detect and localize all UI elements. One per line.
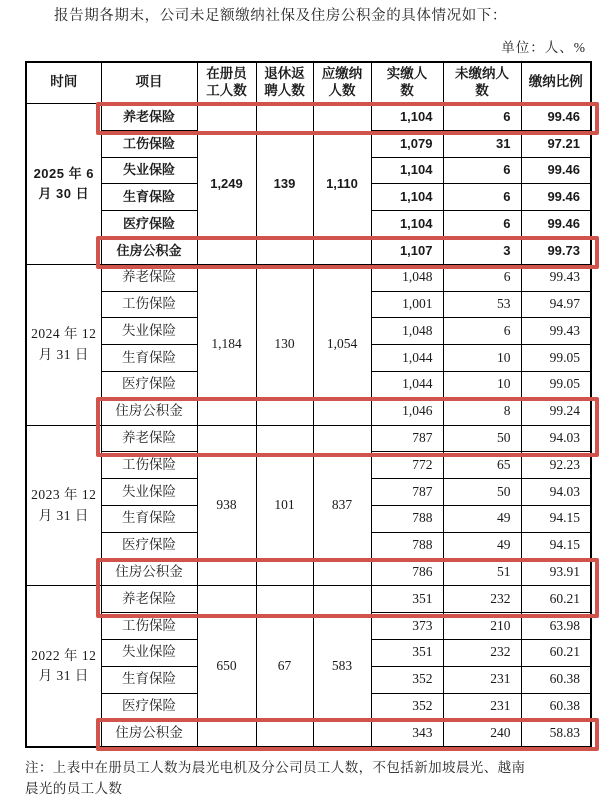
ratio-cell: 99.05	[521, 372, 591, 399]
unpaid-cell: 50	[443, 479, 521, 506]
ratio-cell: 63.98	[521, 613, 591, 640]
period-cell: 2022 年 12 月 31 日	[26, 586, 101, 747]
paid-cell: 373	[371, 613, 443, 640]
ratio-cell: 99.43	[521, 264, 591, 291]
period-cell: 2024 年 12 月 31 日	[26, 264, 101, 425]
paid-cell: 788	[371, 506, 443, 533]
paid-cell: 1,046	[371, 398, 443, 425]
col-header-retired-rehired: 退休返 聘人数	[256, 62, 313, 104]
paid-cell: 787	[371, 479, 443, 506]
ratio-cell: 99.24	[521, 398, 591, 425]
unpaid-cell: 49	[443, 506, 521, 533]
unpaid-cell: 65	[443, 452, 521, 479]
paid-cell: 1,104	[371, 157, 443, 184]
item-cell: 住房公积金	[101, 559, 197, 586]
item-cell: 医疗保险	[101, 211, 197, 238]
document-page	[0, 7, 610, 796]
paid-cell: 352	[371, 666, 443, 693]
unpaid-cell: 6	[443, 211, 521, 238]
col-header-ratio: 缴纳比例	[521, 62, 591, 104]
unpaid-cell: 51	[443, 559, 521, 586]
retired-cell: 67	[256, 586, 313, 747]
due-cell: 837	[313, 425, 371, 586]
paid-cell: 1,044	[371, 372, 443, 399]
registered-cell: 938	[197, 425, 256, 586]
retired-cell: 130	[256, 264, 313, 425]
item-cell: 住房公积金	[101, 720, 197, 747]
unpaid-cell: 6	[443, 318, 521, 345]
intro-text: 报告期各期末，公司未足额缴纳社保及住房公积金的具体情况如下：	[54, 8, 507, 24]
unpaid-cell: 6	[443, 184, 521, 211]
period-cell: 2023 年 12 月 31 日	[26, 425, 101, 586]
ratio-cell: 94.03	[521, 479, 591, 506]
ratio-cell: 99.05	[521, 345, 591, 372]
ratio-cell: 60.21	[521, 586, 591, 613]
item-cell: 生育保险	[101, 506, 197, 533]
footnote: 注：上表中在册员工人数为晨光电机及分公司员工人数，不包括新加坡晨光、越南晨光的员工人数	[25, 759, 526, 796]
paid-cell: 1,048	[371, 318, 443, 345]
col-header-due: 应缴纳 人数	[313, 62, 371, 104]
unpaid-cell: 231	[443, 666, 521, 693]
paid-cell: 1,107	[371, 238, 443, 265]
period-group-2023	[26, 425, 591, 586]
paid-cell: 351	[371, 640, 443, 667]
unpaid-cell: 210	[443, 613, 521, 640]
table-wrapper	[25, 61, 590, 748]
paid-cell: 1,104	[371, 104, 443, 131]
period-group-2024	[26, 264, 591, 425]
paid-cell: 1,079	[371, 130, 443, 157]
ratio-cell: 93.91	[521, 559, 591, 586]
item-cell: 生育保险	[101, 666, 197, 693]
item-cell: 失业保险	[101, 640, 197, 667]
item-cell: 养老保险	[101, 425, 197, 452]
col-header-item: 项目	[101, 62, 197, 104]
paid-cell: 1,104	[371, 211, 443, 238]
unpaid-cell: 232	[443, 640, 521, 667]
item-cell: 养老保险	[101, 104, 197, 131]
item-cell: 医疗保险	[101, 532, 197, 559]
paid-cell: 786	[371, 559, 443, 586]
table-row	[26, 425, 591, 452]
paid-cell: 1,104	[371, 184, 443, 211]
paid-cell: 772	[371, 452, 443, 479]
period-cell: 2025 年 6 月 30 日	[26, 104, 101, 265]
paid-cell: 1,001	[371, 291, 443, 318]
unpaid-cell: 10	[443, 345, 521, 372]
item-cell: 住房公积金	[101, 398, 197, 425]
ratio-cell: 94.03	[521, 425, 591, 452]
registered-cell: 650	[197, 586, 256, 747]
ratio-cell: 99.46	[521, 184, 591, 211]
item-cell: 生育保险	[101, 345, 197, 372]
item-cell: 住房公积金	[101, 238, 197, 265]
ratio-cell: 60.38	[521, 666, 591, 693]
registered-cell: 1,249	[197, 104, 256, 265]
item-cell: 失业保险	[101, 318, 197, 345]
ratio-cell: 94.15	[521, 532, 591, 559]
unpaid-cell: 240	[443, 720, 521, 747]
ratio-cell: 60.21	[521, 640, 591, 667]
unpaid-cell: 31	[443, 130, 521, 157]
item-cell: 养老保险	[101, 264, 197, 291]
unpaid-cell: 53	[443, 291, 521, 318]
table-header-row	[26, 62, 591, 104]
unit-label: 单位：人、%	[501, 39, 586, 55]
unpaid-cell: 50	[443, 425, 521, 452]
unpaid-cell: 6	[443, 157, 521, 184]
paid-cell: 343	[371, 720, 443, 747]
ratio-cell: 92.23	[521, 452, 591, 479]
paid-cell: 352	[371, 693, 443, 720]
table-row	[26, 264, 591, 291]
unpaid-cell: 232	[443, 586, 521, 613]
ratio-cell: 94.15	[521, 506, 591, 533]
col-header-time: 时间	[26, 62, 101, 104]
ratio-cell: 99.43	[521, 318, 591, 345]
ratio-cell: 58.83	[521, 720, 591, 747]
unpaid-cell: 231	[443, 693, 521, 720]
unpaid-cell: 6	[443, 104, 521, 131]
paid-cell: 788	[371, 532, 443, 559]
item-cell: 养老保险	[101, 586, 197, 613]
retired-cell: 101	[256, 425, 313, 586]
col-header-registered: 在册员 工人数	[197, 62, 256, 104]
period-group-2022	[26, 586, 591, 747]
item-cell: 医疗保险	[101, 372, 197, 399]
retired-cell: 139	[256, 104, 313, 265]
registered-cell: 1,184	[197, 264, 256, 425]
col-header-unpaid: 未缴纳人 数	[443, 62, 521, 104]
due-cell: 1,054	[313, 264, 371, 425]
item-cell: 失业保险	[101, 479, 197, 506]
item-cell: 工伤保险	[101, 291, 197, 318]
item-cell: 生育保险	[101, 184, 197, 211]
item-cell: 医疗保险	[101, 693, 197, 720]
table-row	[26, 104, 591, 131]
ratio-cell: 60.38	[521, 693, 591, 720]
social-insurance-table	[25, 61, 592, 748]
paid-cell: 1,044	[371, 345, 443, 372]
unpaid-cell: 3	[443, 238, 521, 265]
paid-cell: 1,048	[371, 264, 443, 291]
ratio-cell: 99.46	[521, 157, 591, 184]
item-cell: 工伤保险	[101, 613, 197, 640]
ratio-cell: 99.46	[521, 211, 591, 238]
table-row	[26, 586, 591, 613]
item-cell: 工伤保险	[101, 452, 197, 479]
ratio-cell: 99.46	[521, 104, 591, 131]
item-cell: 失业保险	[101, 157, 197, 184]
paid-cell: 351	[371, 586, 443, 613]
unpaid-cell: 6	[443, 264, 521, 291]
paid-cell: 787	[371, 425, 443, 452]
ratio-cell: 99.73	[521, 238, 591, 265]
period-group-2025	[26, 104, 591, 265]
due-cell: 1,110	[313, 104, 371, 265]
col-header-paid: 实缴人 数	[371, 62, 443, 104]
ratio-cell: 97.21	[521, 130, 591, 157]
ratio-cell: 94.97	[521, 291, 591, 318]
due-cell: 583	[313, 586, 371, 747]
unpaid-cell: 10	[443, 372, 521, 399]
unpaid-cell: 8	[443, 398, 521, 425]
item-cell: 工伤保险	[101, 130, 197, 157]
unpaid-cell: 49	[443, 532, 521, 559]
